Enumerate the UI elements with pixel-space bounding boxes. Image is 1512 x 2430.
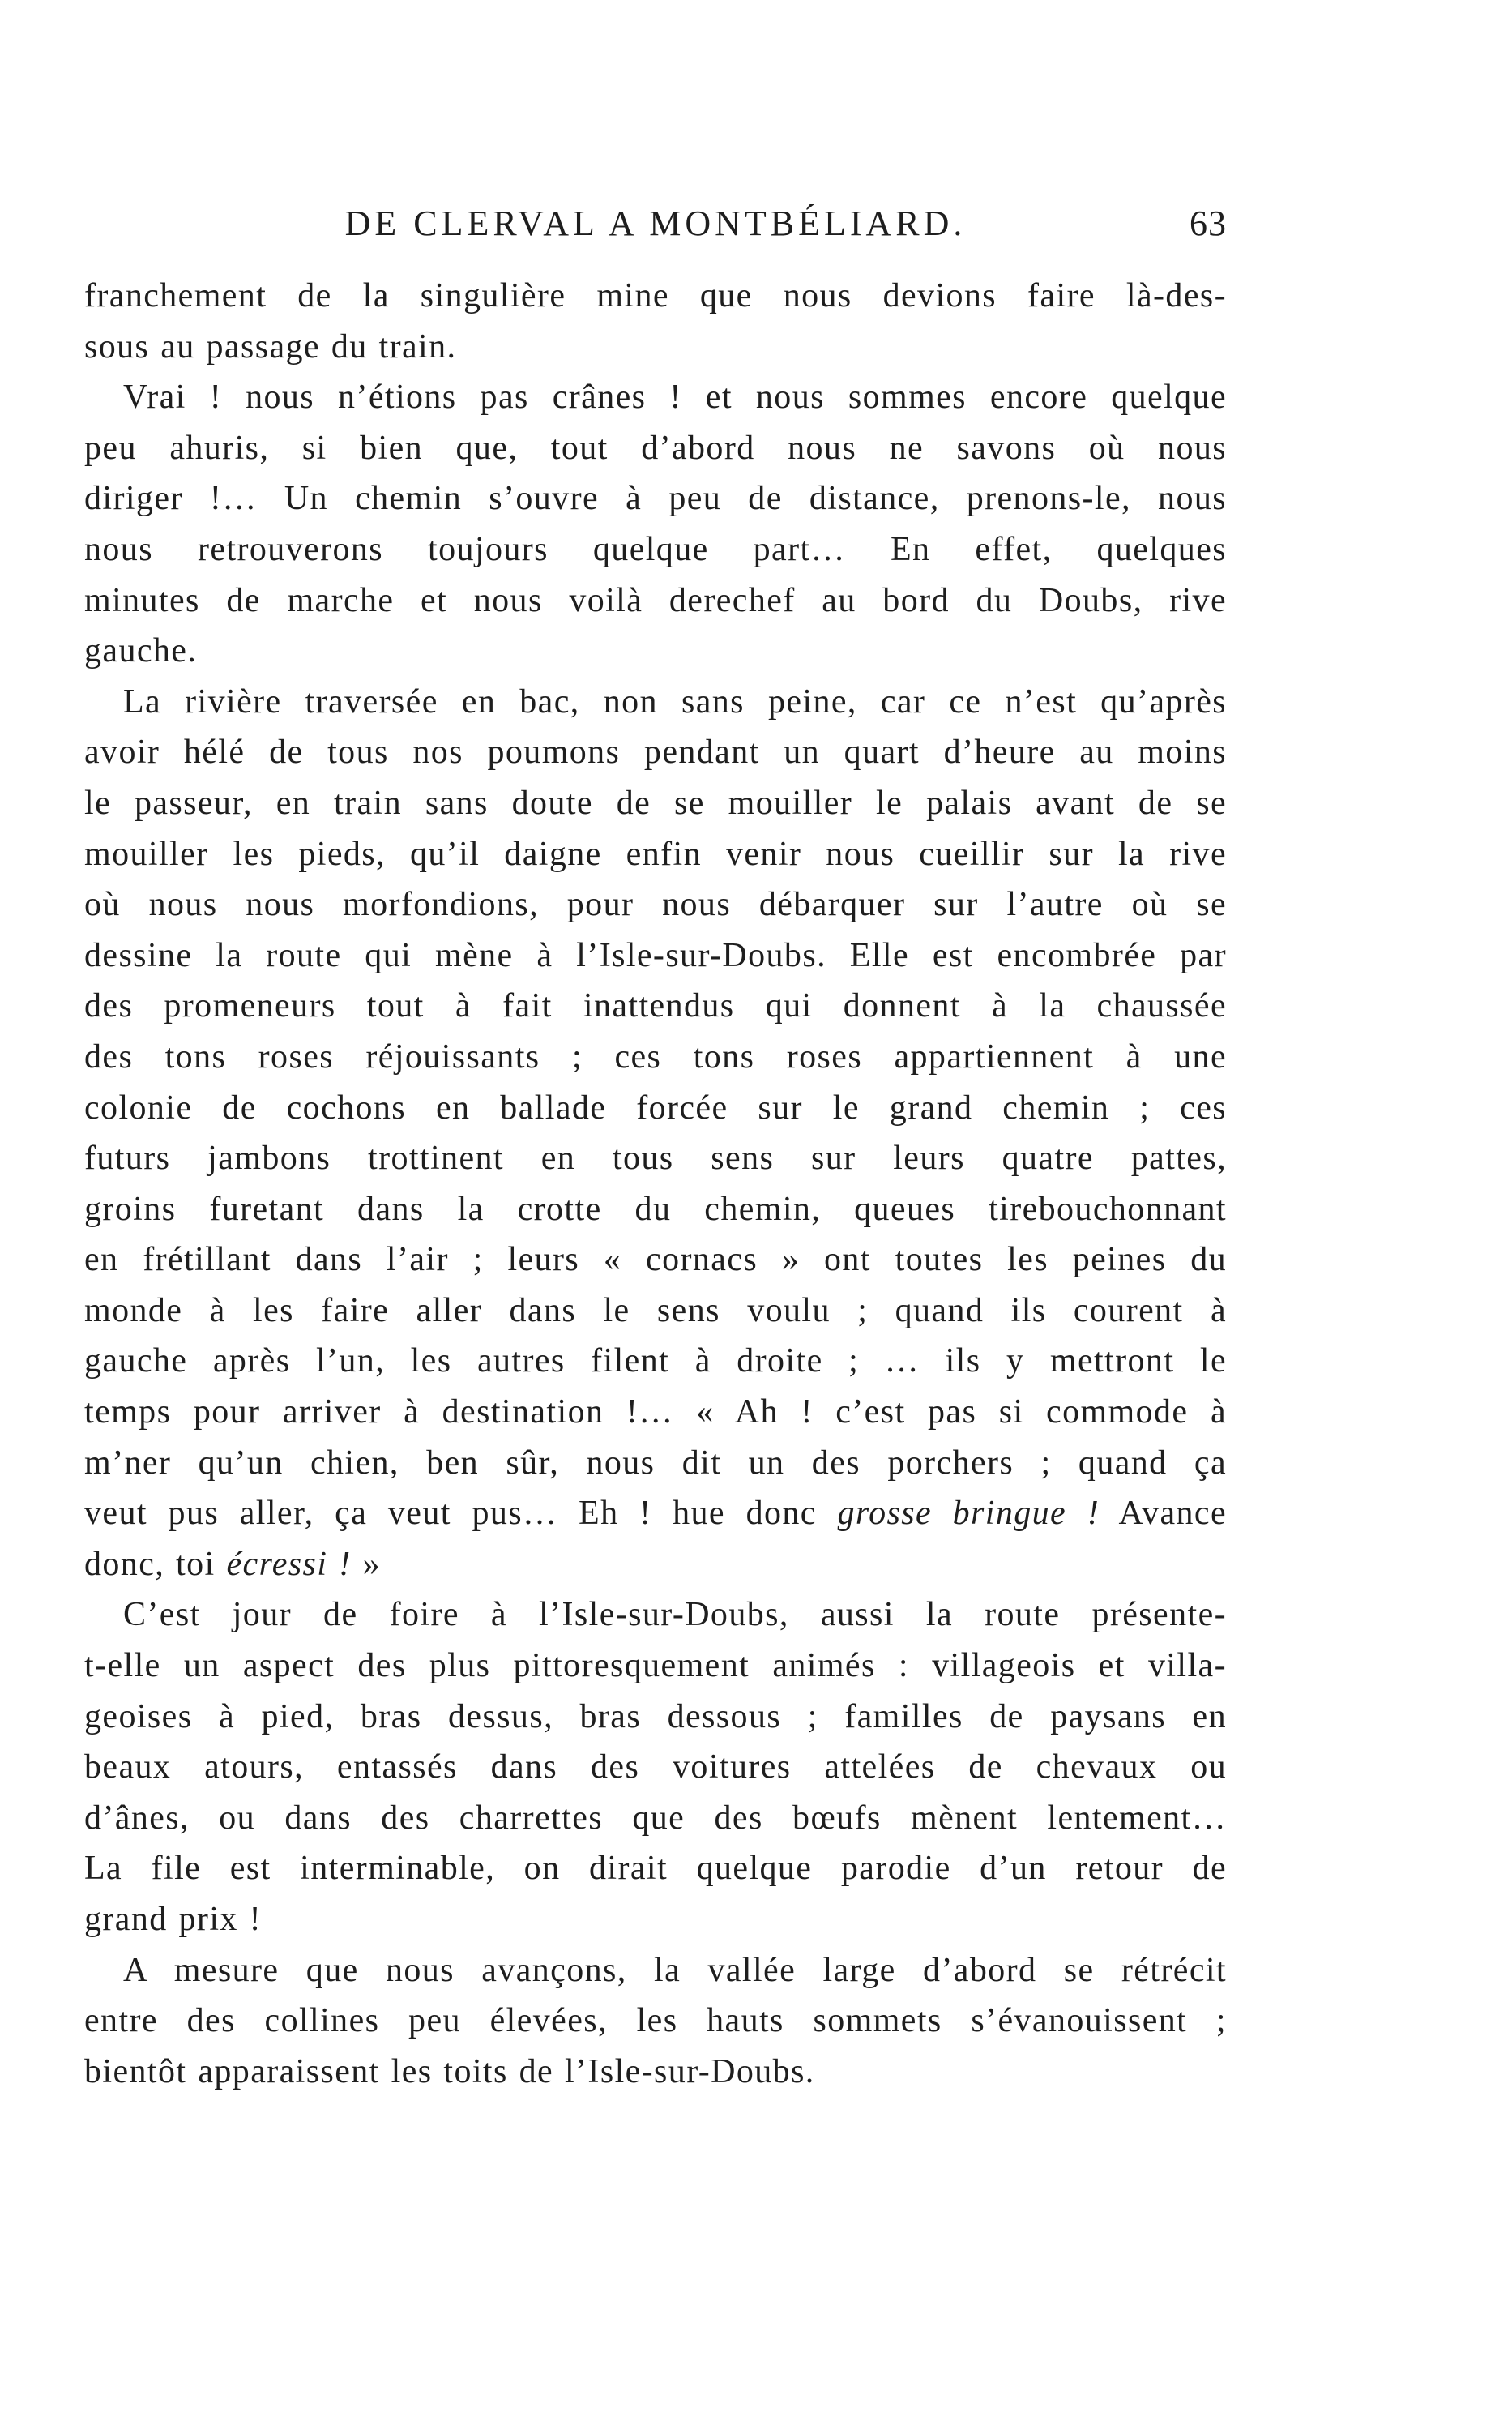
text-line: mouiller les pieds, qu’il daigne enfin venir nous cueillir sur la rive — [84, 835, 1227, 873]
text-line: peu ahuris, si bien que, tout d’abord nous ne savons où nous — [84, 429, 1227, 467]
text-line: où nous nous morfondions, pour nous débarquer sur l’autre où se — [84, 886, 1227, 924]
text-line: bientôt apparaissent les toits de l’Isle-sur-Doubs. — [84, 2052, 815, 2090]
text-line: monde à les faire aller dans le sens voulu ; quand ils courent à — [84, 1291, 1227, 1329]
running-title: DE CLERVAL A MONTBÉLIARD. — [344, 203, 967, 243]
text-line: colonie de cochons en ballade forcée sur le grand chemin ; ces — [84, 1089, 1227, 1127]
text-line: C’est jour de foire à l’Isle-sur-Doubs, aussi la route présente- — [123, 1596, 1227, 1634]
text-line: en frétillant dans l’air ; leurs « cornacs » ont toutes les peines du — [84, 1241, 1227, 1279]
text-line: dessine la route qui mène à l’Isle-sur-Doubs. Elle est encombrée par — [84, 936, 1227, 974]
text-line: geoises à pied, bras dessus, bras dessous ; familles de paysans en — [84, 1697, 1227, 1735]
text-line: beaux atours, entassés dans des voitures attelées de chevaux ou — [84, 1748, 1227, 1786]
text-line: La rivière traversée en bac, non sans peine, car ce n’est qu’après — [123, 682, 1227, 721]
text-line: des tons roses réjouissants ; ces tons roses appartiennent à une — [84, 1037, 1227, 1076]
text-line: nous retrouverons toujours quelque part… En effet, quelques — [84, 530, 1227, 568]
text-line: le passeur, en train sans doute de se mouiller le palais avant de se — [84, 784, 1227, 822]
text-segment: » — [362, 1545, 381, 1583]
text-segment: Avance — [1118, 1495, 1227, 1533]
text-line: gauche. — [84, 632, 198, 670]
running-head — [84, 203, 1227, 251]
text-line: minutes de marche et nous voilà derechef au bord du Doubs, rive — [84, 581, 1227, 619]
text-line: des promeneurs tout à fait inattendus qui donnent à la chaussée — [84, 987, 1227, 1025]
text-line: entre des collines peu élevées, les hauts sommets s’évanouissent ; — [84, 2002, 1227, 2040]
page-number: 63 — [1190, 203, 1227, 243]
text-line: avoir hélé de tous nos poumons pendant un quart d’heure au moins — [84, 734, 1227, 772]
italic-segment: grosse bringue ! — [837, 1495, 1100, 1533]
text-segment: donc, toi — [84, 1545, 216, 1583]
text-line: diriger !… Un chemin s’ouvre à peu de distance, prenons-le, nous — [84, 480, 1227, 518]
text-segment: veut pus aller, ça veut pus… Eh ! hue donc — [84, 1495, 817, 1533]
text-line: m’ner qu’un chien, ben sûr, nous dit un des porchers ; quand ça — [84, 1444, 1227, 1482]
italic-segment: écressi ! — [226, 1545, 352, 1583]
text-line: groins furetant dans la crotte du chemin, queues tirebouchonnant — [84, 1190, 1227, 1228]
text-line: Vrai ! nous n’étions pas crânes ! et nous sommes encore quelque — [123, 379, 1227, 417]
text-line-mixed — [84, 1539, 1227, 1590]
body-text — [84, 271, 1227, 2097]
text-line: franchement de la singulière mine que nous devions faire là-des- — [84, 277, 1227, 314]
text-line: d’ânes, ou dans des charrettes que des bœufs mènent lentement… — [84, 1799, 1227, 1837]
text-line: gauche après l’un, les autres filent à droite ; … ils y mettront le — [84, 1342, 1227, 1380]
text-line: La file est interminable, on dirait quelque parodie d’un retour de — [84, 1850, 1227, 1888]
text-line: t-elle un aspect des plus pittoresquement animés : villageois et villa- — [84, 1647, 1227, 1685]
text-line: A mesure que nous avançons, la vallée large d’abord se rétrécit — [123, 1951, 1227, 1989]
text-line: temps pour arriver à destination !… « Ah ! c’est pas si commode à — [84, 1393, 1227, 1431]
text-line: grand prix ! — [84, 1901, 263, 1938]
text-line: sous au passage du train. — [84, 327, 457, 366]
text-line-mixed — [84, 1488, 1227, 1539]
text-line: futurs jambons trottinent en tous sens sur leurs quatre pattes, — [84, 1140, 1227, 1178]
